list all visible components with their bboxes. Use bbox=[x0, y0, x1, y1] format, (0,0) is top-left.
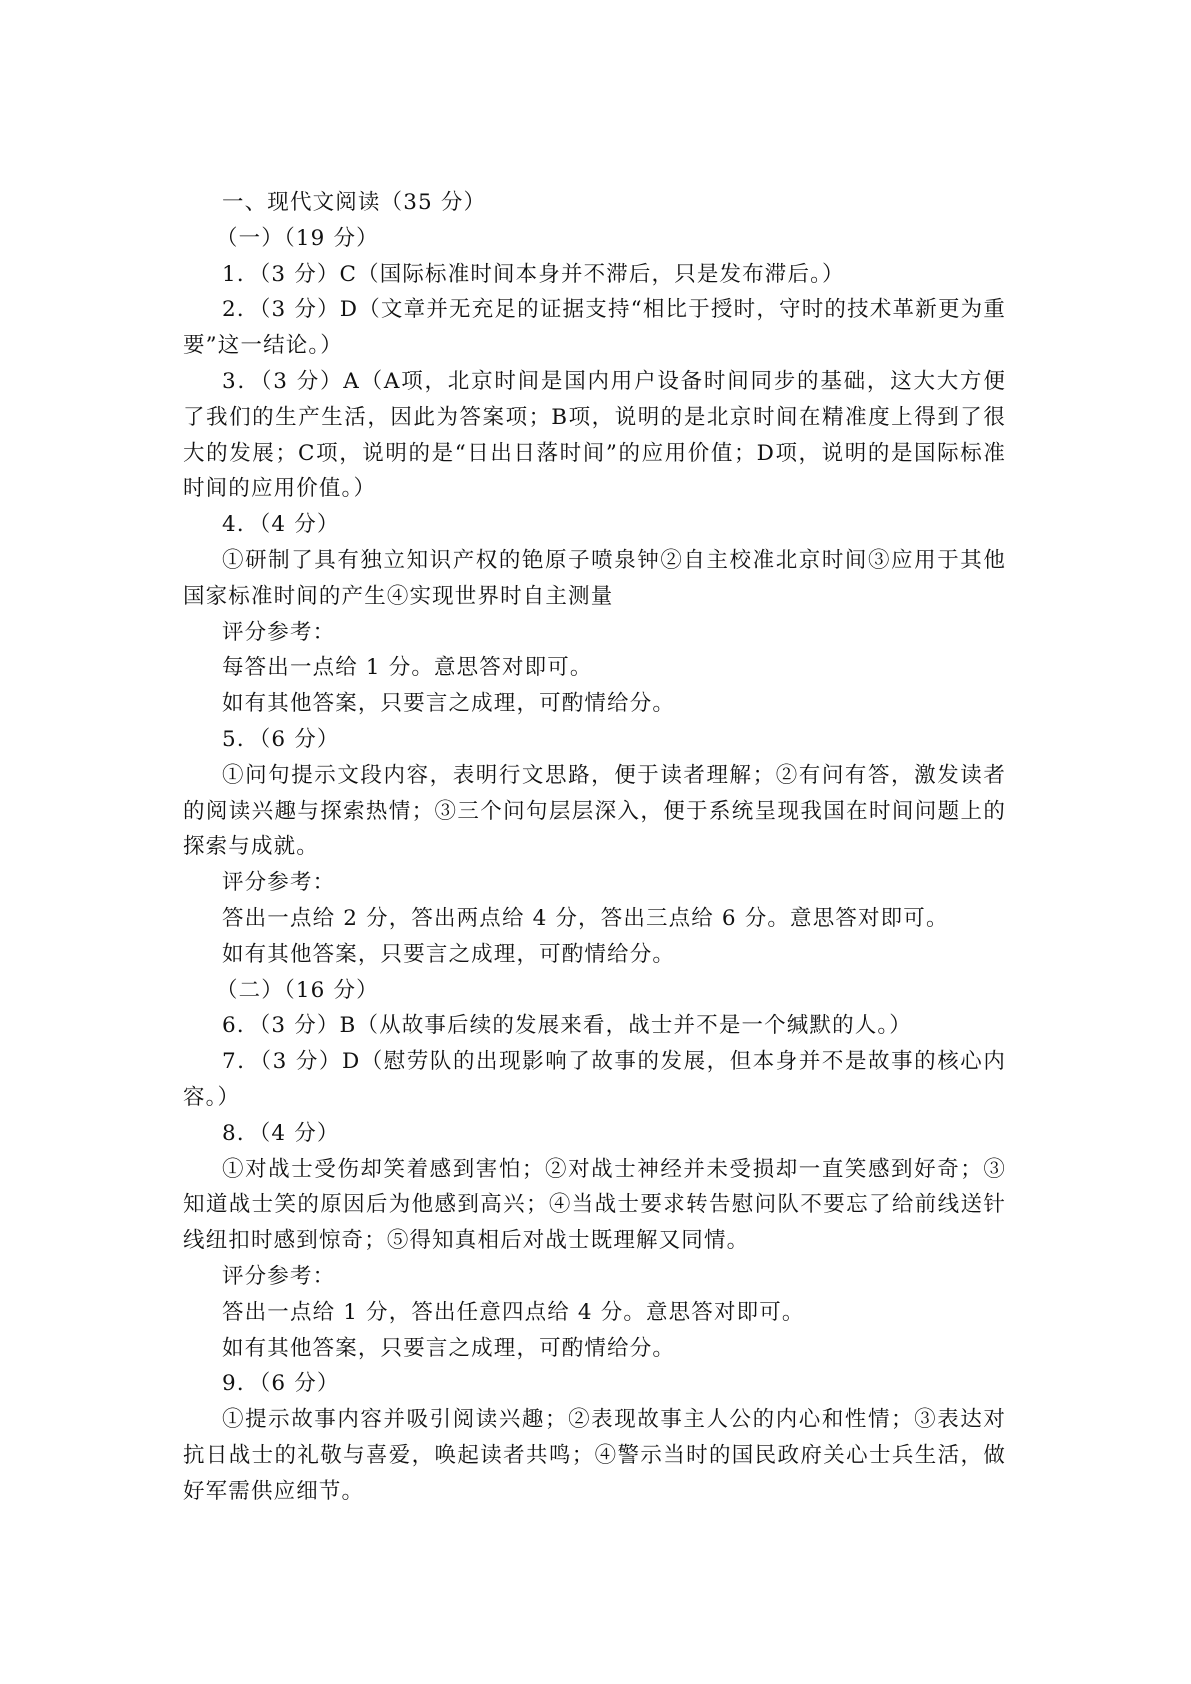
answer-item: 8．（4 分） bbox=[222, 1120, 340, 1146]
answer-item: 7．（3 分）D（慰劳队的出现影响了故事的发展，但本身并不是故事的核心内容。） bbox=[183, 1049, 1006, 1110]
grading-text: 答出一点给 1 分，答出任意四点给 4 分。意思答对即可。 bbox=[222, 1299, 805, 1325]
answer-item: 6．（3 分）B（从故事后续的发展来看，战士并不是一个缄默的人。） bbox=[222, 1013, 912, 1039]
grading-label: 评分参考： bbox=[222, 1263, 336, 1289]
answer-item: 9．（6 分） bbox=[222, 1371, 340, 1397]
answer-item: 4．（4 分） bbox=[222, 512, 340, 538]
grading-label: 评分参考： bbox=[222, 619, 336, 645]
answer-item: 2．（3 分）D（文章并无充足的证据支持“相比于授时，守时的技术革新更为重要”这一结论。） bbox=[183, 297, 1006, 359]
grading-text: 如有其他答案，只要言之成理，可酌情给分。 bbox=[222, 691, 676, 717]
answer-text: ①对战士受伤却笑着感到害怕；②对战士神经并未受损却一直笑感到好奇；③知道战士笑的原因后为他感到高兴；④当战士要求转告慰问队不要忘了给前线送针线纽扣时感到惊奇；⑤得知真相后对战士既理解又同情。 bbox=[183, 1156, 1006, 1254]
grading-text: 每答出一点给 1 分。意思答对即可。 bbox=[222, 655, 593, 681]
answer-item: 1．（3 分）C（国际标准时间本身并不滞后，只是发布滞后。） bbox=[222, 261, 845, 287]
grading-text: 答出一点给 2 分，答出两点给 4 分，答出三点给 6 分。意思答对即可。 bbox=[222, 905, 949, 931]
answer-text: ①问句提示文段内容，表明行文思路，便于读者理解；②有问有答，激发读者的阅读兴趣与探索热情；③三个问句层层深入，便于系统呈现我国在时间问题上的探索与成就。 bbox=[183, 762, 1006, 860]
answer-item: 3．（3 分）A（A项，北京时间是国内用户设备时间同步的基础，这大大方便了我们的生产生活，因此为答案项；B项，说明的是北京时间在精准度上得到了很大的发展；C项，说明的是“日出日落时间”的应用价值；D项，说明的是国际标准时间的应用价值。） bbox=[183, 368, 1006, 502]
grading-text: 如有其他答案，只要言之成理，可酌情给分。 bbox=[222, 1335, 676, 1361]
answer-key-content bbox=[183, 185, 1006, 1509]
subsection-heading: （二）（16 分） bbox=[216, 977, 379, 1003]
answer-text: ①提示故事内容并吸引阅读兴趣；②表现故事主人公的内心和性情；③表达对抗日战士的礼敬与喜爱，唤起读者共鸣；④警示当时的国民政府关心士兵生活，做好军需供应细节。 bbox=[183, 1407, 1006, 1504]
answer-text: ①研制了具有独立知识产权的铯原子喷泉钟②自主校准北京时间③应用于其他国家标准时间的产生④实现世界时自主测量 bbox=[183, 547, 1006, 609]
section-heading: 一、现代文阅读（35 分） bbox=[222, 190, 487, 215]
grading-text: 如有其他答案，只要言之成理，可酌情给分。 bbox=[222, 941, 676, 967]
subsection-heading: （一）（19 分） bbox=[216, 225, 379, 251]
answer-item: 5．（6 分） bbox=[222, 726, 340, 752]
grading-label: 评分参考： bbox=[222, 870, 336, 896]
